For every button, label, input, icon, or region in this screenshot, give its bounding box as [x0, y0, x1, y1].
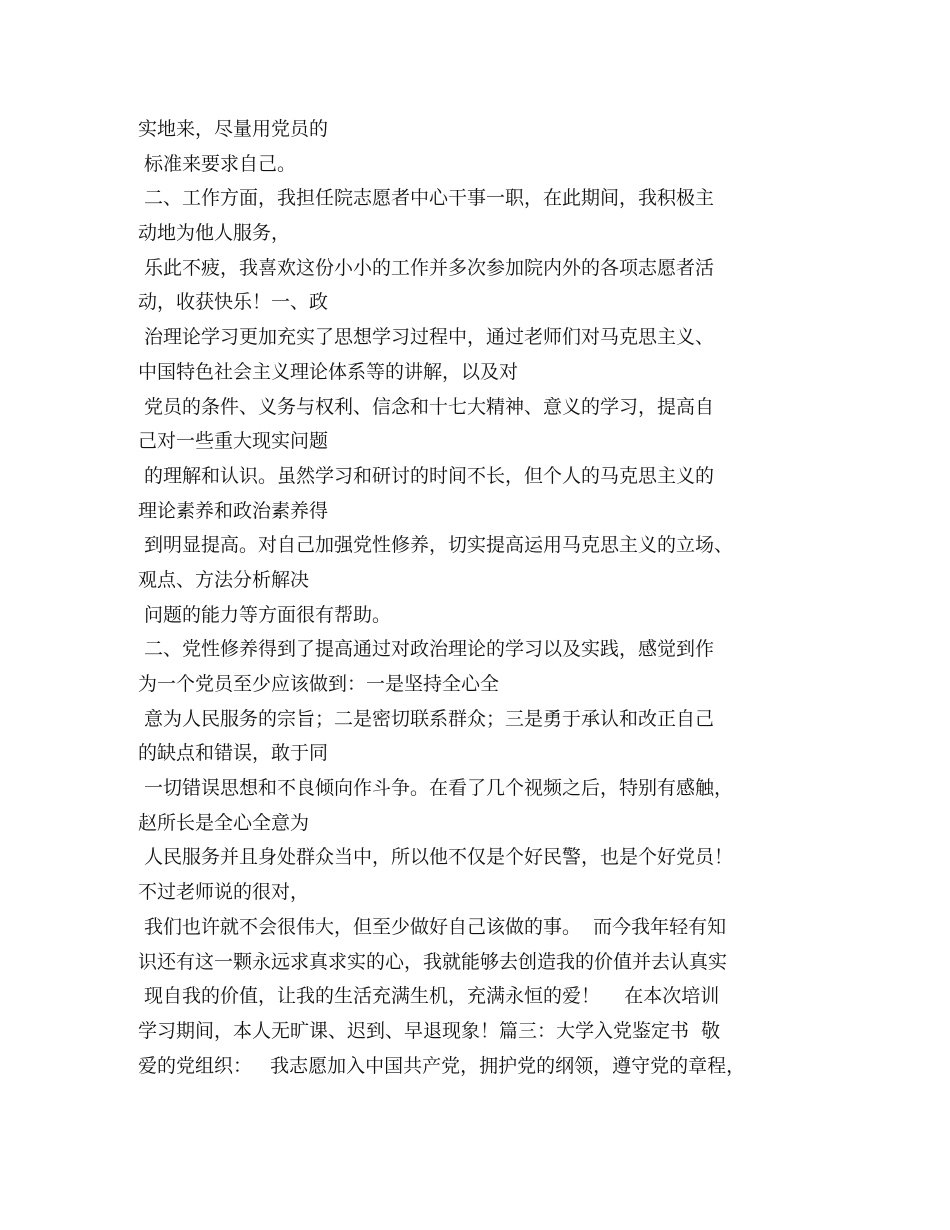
- text-line: 为一个党员至少应该做到：一是坚持全心全: [138, 673, 500, 695]
- text-line: 不过老师说的很对，: [138, 881, 310, 904]
- text-line: 识还有这一颗永远求真求实的心，我就能够去创造我的价值并去认真实: [138, 950, 728, 973]
- text-line: 的理解和认识。虽然学习和研讨的时间不长，但个人的马克思主义的: [138, 464, 715, 487]
- text-line: 的缺点和错误，敢于同: [138, 742, 329, 765]
- text-line: 实地来，尽量用党员的: [138, 118, 329, 140]
- text-line: 意为人民服务的宗旨；二是密切联系群众；三是勇于承认和改正自己: [138, 707, 715, 730]
- text-line: 学习期间，本人无旷课、迟到、早退现象！篇三：大学入党鉴定书 敬: [138, 1019, 721, 1042]
- text-line: 问题的能力等方面很有帮助。: [138, 603, 392, 626]
- text-line: 现自我的价值，让我的生活充满生机，充满永恒的爱！ 在本次培训: [138, 985, 720, 1008]
- text-line: 动，收获快乐！一、政: [138, 291, 329, 314]
- text-line: 理论素养和政治素养得: [138, 499, 329, 522]
- text-line: 赵所长是全心全意为: [138, 811, 310, 834]
- text-line: 我们也许就不会很伟大，但至少做好自己该做的事。 而今我年轻有知: [138, 915, 727, 938]
- text-line: 党员的条件、义务与权利、信念和十七大精神、意义的学习，提高自: [138, 395, 715, 418]
- text-line: 治理论学习更加充实了思想学习过程中，通过老师们对马克思主义、: [138, 326, 715, 349]
- text-line: 二、党性修养得到了提高通过对政治理论的学习以及实践，感觉到作: [138, 638, 715, 661]
- document-body: [138, 112, 838, 1083]
- text-line: 标准来要求自己。: [138, 152, 297, 175]
- text-line: 爱的党组织： 我志愿加入中国共产党，拥护党的纲领，遵守党的章程，: [138, 1054, 746, 1077]
- text-line: 二、工作方面，我担任院志愿者中心干事一职，在此期间，我积极主: [138, 187, 715, 210]
- text-line: 人民服务并且身处群众当中，所以他不仅是个好民警，也是个好党员！: [138, 846, 734, 869]
- text-line: 乐此不疲，我喜欢这份小小的工作并多次参加院内外的各项志愿者活: [138, 256, 715, 279]
- text-line: 己对一些重大现实问题: [138, 430, 329, 453]
- text-line: 观点、方法分析解决: [138, 568, 310, 591]
- text-line: 动地为他人服务，: [138, 222, 291, 245]
- text-line: 到明显提高。对自己加强党性修养，切实提高运用马克思主义的立场、: [138, 534, 734, 557]
- text-line: 一切错误思想和不良倾向作斗争。在看了几个视频之后，特别有感触，: [138, 777, 734, 800]
- text-line: 中国特色社会主义理论体系等的讲解，以及对: [138, 360, 519, 383]
